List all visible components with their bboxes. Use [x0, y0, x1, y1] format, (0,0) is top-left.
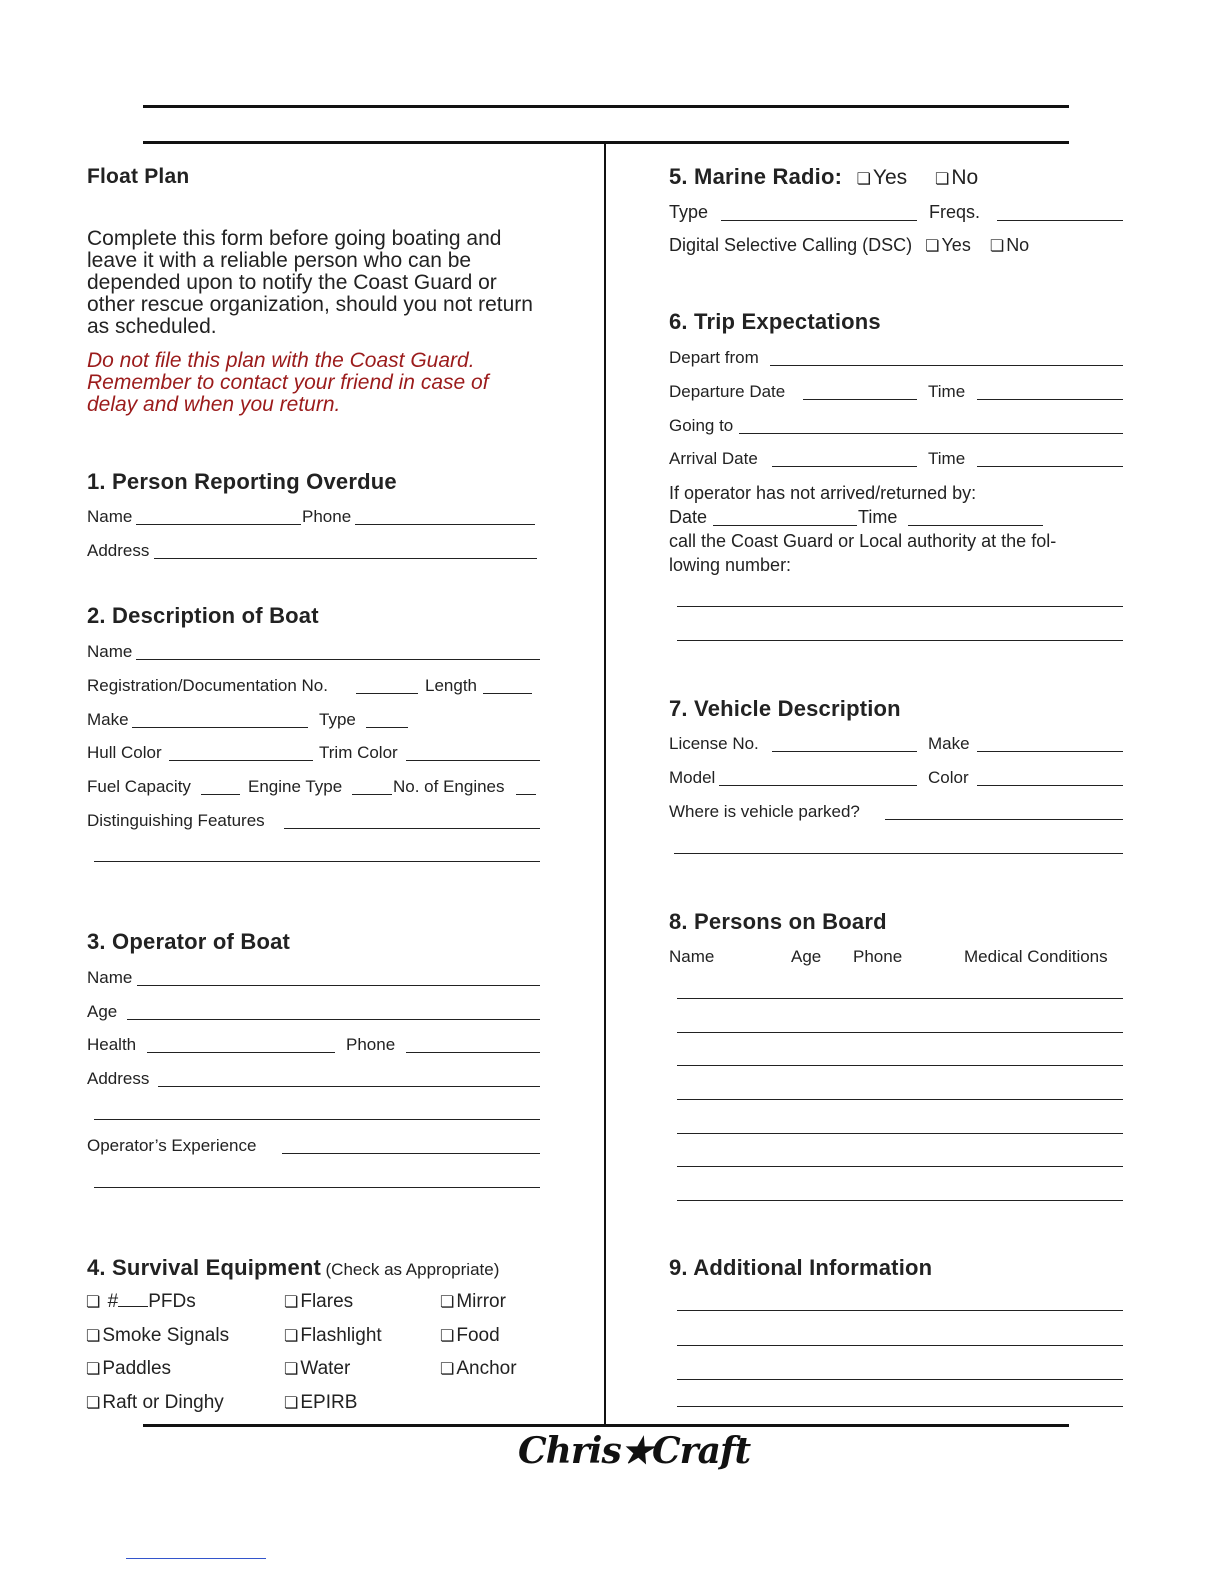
dsc-row	[669, 235, 1029, 256]
s6-arrival-date-field[interactable]	[772, 466, 917, 467]
s3-health-field[interactable]	[147, 1052, 335, 1053]
s3-address-field-2[interactable]	[94, 1119, 540, 1120]
s5-freqs-field[interactable]	[997, 220, 1123, 221]
equipment-epirb[interactable]	[284, 1392, 357, 1414]
warning-text: Do not file this plan with the Coast Guard. Remember to contact your friend in case of delay and when you return.	[87, 349, 489, 416]
s7-model-label: Model	[669, 768, 716, 787]
page-title: Float Plan	[87, 165, 190, 188]
s8-person-row[interactable]	[677, 1166, 1123, 1167]
s3-name-label: Name	[87, 968, 133, 987]
top-rule-1	[143, 105, 1069, 108]
checkbox-icon[interactable]: ❏	[86, 1395, 101, 1412]
equipment-label: Smoke Signals	[102, 1325, 230, 1346]
s7-model-field[interactable]	[719, 785, 917, 786]
s2-length-label: Length	[425, 676, 477, 695]
s6-time3-label: Time	[858, 507, 898, 527]
checkbox-icon[interactable]: ❏	[86, 1361, 101, 1378]
s3-phone-field[interactable]	[406, 1052, 540, 1053]
equipment-label: Food	[456, 1325, 500, 1346]
s2-fuel-capacity-field[interactable]	[201, 794, 240, 795]
s1-phone-field[interactable]	[355, 524, 535, 525]
s2-features-field[interactable]	[284, 828, 540, 829]
s2-trim-color-label: Trim Color	[319, 743, 398, 762]
chris-craft-logo: Chris★Craft	[518, 1430, 751, 1472]
s2-type-field[interactable]	[366, 727, 408, 728]
checkbox-icon[interactable]: ❏	[440, 1294, 455, 1311]
equipment-mirror[interactable]	[440, 1291, 506, 1313]
s3-experience-field-2[interactable]	[94, 1187, 540, 1188]
checkbox-icon[interactable]: ❏	[86, 1294, 101, 1311]
s8-col-phone: Phone	[853, 947, 903, 966]
equipment-raft[interactable]	[86, 1392, 224, 1414]
equipment-water[interactable]	[284, 1358, 350, 1380]
checkbox-icon[interactable]: ❏	[989, 238, 1005, 255]
s6-going-to-label: Going to	[669, 416, 734, 435]
section-8-heading: 8. Persons on Board	[669, 909, 887, 934]
s2-hull-color-label: Hull Color	[87, 743, 162, 762]
s7-license-field[interactable]	[772, 751, 917, 752]
s6-time2-field[interactable]	[977, 466, 1123, 467]
column-divider	[604, 144, 606, 1425]
section-4-heading-row	[87, 1255, 499, 1281]
equipment-label: Flares	[300, 1291, 354, 1312]
s2-length-field[interactable]	[483, 693, 532, 694]
s2-registration-field[interactable]	[356, 693, 418, 694]
pfd-count-field[interactable]	[118, 1292, 148, 1307]
s5-freqs-label: Freqs.	[929, 202, 981, 222]
section-1-heading: 1. Person Reporting Overdue	[87, 469, 397, 494]
equipment-label: Raft or Dinghy	[102, 1392, 224, 1413]
s2-engine-type-field[interactable]	[352, 794, 392, 795]
s7-make-label: Make	[928, 734, 970, 753]
s7-parked-label: Where is vehicle parked?	[669, 802, 860, 821]
s6-arrival-date-label: Arrival Date	[669, 449, 758, 468]
section-5-heading-row	[669, 164, 978, 190]
intro-text: Complete this form before going boating and leave it with a reliable person who can be depended upon to notify the Coast Guard or other rescue organization, should you not return as scheduled.	[87, 227, 533, 338]
s6-call-text-2: lowing number:	[669, 555, 792, 575]
s6-departure-date-field[interactable]	[803, 399, 917, 400]
pfd-prefix: #	[107, 1291, 119, 1312]
dsc-yes-label: Yes	[941, 235, 971, 255]
s2-features-field-2[interactable]	[94, 861, 540, 862]
s2-name-label: Name	[87, 642, 133, 661]
radio-no-label: No	[951, 166, 979, 189]
s6-if-not-arrived: If operator has not arrived/returned by:	[669, 483, 977, 503]
s2-trim-color-field[interactable]	[406, 760, 540, 761]
section-9-heading: 9. Additional Information	[669, 1255, 933, 1280]
s6-depart-from-field[interactable]	[770, 365, 1123, 366]
checkbox-icon[interactable]: ❏	[935, 171, 950, 188]
s7-color-field[interactable]	[977, 785, 1123, 786]
s3-phone-label: Phone	[346, 1035, 396, 1054]
s6-date-label: Date	[669, 507, 708, 527]
checkbox-icon[interactable]: ❏	[440, 1328, 455, 1345]
equipment-food[interactable]	[440, 1325, 500, 1347]
s1-address-label: Address	[87, 541, 150, 560]
section-5-heading: 5. Marine Radio:	[669, 164, 843, 189]
section-4-heading: 4. Survival Equipment	[87, 1255, 322, 1280]
s6-depart-from-label: Depart from	[669, 348, 759, 367]
equipment-paddles[interactable]	[86, 1358, 171, 1380]
equipment-smoke-signals[interactable]	[86, 1325, 229, 1347]
radio-yes-option[interactable]	[857, 166, 913, 189]
s8-person-row[interactable]	[677, 1133, 1123, 1134]
s9-info-line[interactable]	[677, 1379, 1123, 1380]
s1-address-field[interactable]	[154, 558, 537, 559]
s3-address-label: Address	[87, 1069, 150, 1088]
s9-info-line[interactable]	[677, 1406, 1123, 1407]
s3-experience-field[interactable]	[282, 1153, 540, 1154]
checkbox-icon[interactable]: ❏	[284, 1294, 299, 1311]
s8-person-row[interactable]	[677, 1099, 1123, 1100]
top-rule-2	[143, 141, 1069, 144]
s1-name-label: Name	[87, 507, 133, 526]
s5-type-label: Type	[669, 202, 709, 222]
s3-experience-label: Operator’s Experience	[87, 1136, 257, 1155]
s2-num-engines-field[interactable]	[516, 794, 536, 795]
s7-license-label: License No.	[669, 734, 759, 753]
s8-col-medical: Medical Conditions	[964, 947, 1108, 966]
s2-make-label: Make	[87, 710, 129, 729]
s2-fuel-capacity-label: Fuel Capacity	[87, 777, 191, 796]
section-4-note: (Check as Appropriate)	[325, 1260, 500, 1279]
checkbox-icon[interactable]: ❏	[856, 171, 871, 188]
section-6-heading: 6. Trip Expectations	[669, 309, 881, 334]
s2-make-field[interactable]	[132, 727, 308, 728]
s2-type-label: Type	[319, 710, 356, 729]
s6-time3-field[interactable]	[908, 525, 1043, 526]
footer-link-underline[interactable]	[126, 1558, 266, 1559]
s7-color-label: Color	[928, 768, 969, 787]
checkbox-icon[interactable]: ❏	[86, 1328, 101, 1345]
s7-parked-field-2[interactable]	[674, 853, 1123, 854]
s6-phone-field-2[interactable]	[677, 640, 1123, 641]
s3-age-field[interactable]	[127, 1019, 540, 1020]
s2-name-field[interactable]	[136, 659, 540, 660]
s9-info-line[interactable]	[677, 1310, 1123, 1311]
s1-name-field[interactable]	[136, 524, 301, 525]
checkbox-icon[interactable]: ❏	[284, 1395, 299, 1412]
s2-num-engines-label: No. of Engines	[393, 777, 505, 796]
s6-phone-field-1[interactable]	[677, 606, 1123, 607]
equipment-pfds[interactable]	[86, 1291, 196, 1313]
equipment-anchor[interactable]	[440, 1358, 517, 1380]
s8-person-row[interactable]	[677, 1032, 1123, 1033]
s6-departure-date-label: Departure Date	[669, 382, 786, 401]
s6-time-field[interactable]	[977, 399, 1123, 400]
s6-going-to-field[interactable]	[739, 433, 1123, 434]
checkbox-icon[interactable]: ❏	[284, 1361, 299, 1378]
s8-person-row[interactable]	[677, 1200, 1123, 1201]
s2-features-label: Distinguishing Features	[87, 811, 265, 830]
equipment-label: EPIRB	[300, 1392, 358, 1413]
equipment-flares[interactable]	[284, 1291, 353, 1313]
checkbox-icon[interactable]: ❏	[284, 1328, 299, 1345]
s8-person-row[interactable]	[677, 1065, 1123, 1066]
s6-time2-label: Time	[928, 449, 966, 468]
s5-type-field[interactable]	[721, 220, 917, 221]
section-3-heading: 3. Operator of Boat	[87, 929, 291, 954]
radio-yes-label: Yes	[872, 166, 908, 189]
equipment-label: Paddles	[102, 1358, 172, 1379]
s1-phone-label: Phone	[302, 507, 352, 526]
s6-call-text-1: call the Coast Guard or Local authority at the fol-	[669, 531, 1057, 551]
equipment-flashlight[interactable]	[284, 1325, 382, 1347]
checkbox-icon[interactable]: ❏	[440, 1361, 455, 1378]
equipment-label: Mirror	[456, 1291, 506, 1312]
s8-person-row[interactable]	[677, 998, 1123, 999]
s2-engine-type-label: Engine Type	[248, 777, 343, 796]
pfd-suffix: PFDs	[148, 1291, 196, 1312]
dsc-no-label: No	[1006, 235, 1030, 255]
s8-col-name: Name	[669, 947, 715, 966]
section-2-heading: 2. Description of Boat	[87, 603, 319, 628]
equipment-label: Anchor	[456, 1358, 517, 1379]
section-7-heading: 7. Vehicle Description	[669, 696, 901, 721]
bottom-rule	[143, 1424, 1069, 1427]
s6-date-field[interactable]	[713, 525, 857, 526]
dsc-yes-option[interactable]	[925, 235, 976, 255]
s3-health-label: Health	[87, 1035, 137, 1054]
dsc-no-option[interactable]	[990, 235, 1029, 255]
s7-parked-field[interactable]	[885, 819, 1123, 820]
s2-registration-label: Registration/Documentation No.	[87, 676, 328, 695]
s8-col-age: Age	[791, 947, 822, 966]
s2-hull-color-field[interactable]	[169, 760, 313, 761]
s9-info-line[interactable]	[677, 1345, 1123, 1346]
s6-time-label: Time	[928, 382, 966, 401]
dsc-label: Digital Selective Calling (DSC)	[669, 235, 913, 255]
s3-age-label: Age	[87, 1002, 118, 1021]
s3-address-field[interactable]	[158, 1086, 540, 1087]
equipment-label: Flashlight	[300, 1325, 382, 1346]
s7-make-field[interactable]	[977, 751, 1123, 752]
radio-no-option[interactable]	[935, 166, 978, 189]
s3-name-field[interactable]	[137, 985, 540, 986]
checkbox-icon[interactable]: ❏	[925, 238, 940, 255]
equipment-label: Water	[300, 1358, 351, 1379]
